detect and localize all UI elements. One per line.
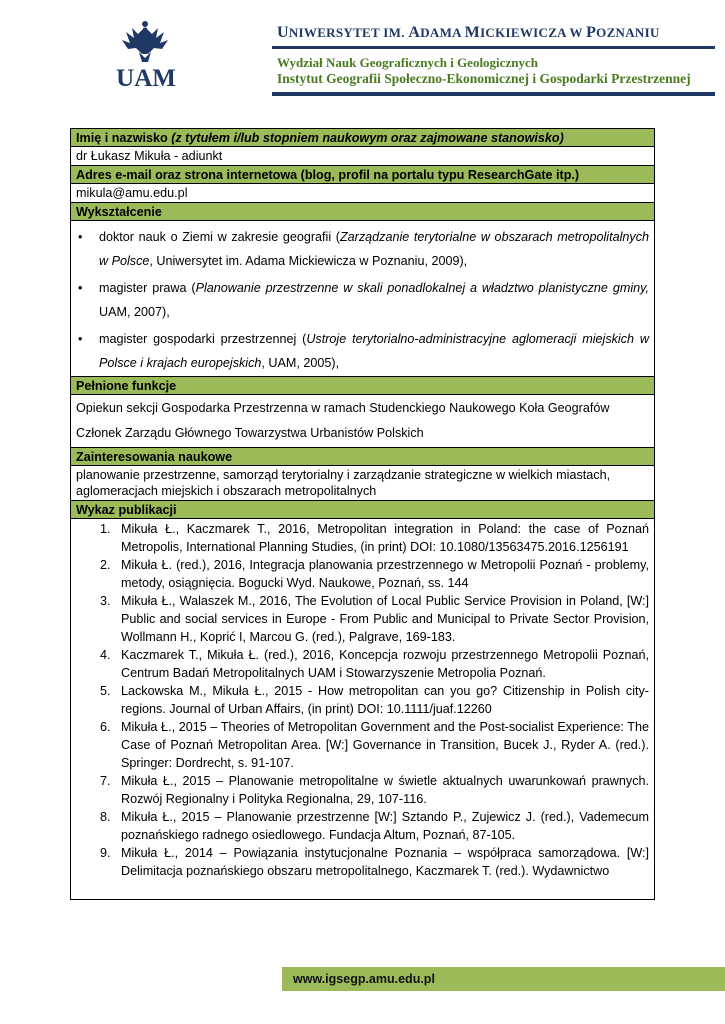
cv-table (70, 128, 655, 900)
interests-value: planowanie przestrzenne, samorząd terytorialny i zarządzanie strategiczne w wielkich miastach, aglomeracjach miejskich i obszarach metropolitalnych (71, 466, 654, 501)
education-item: • magister prawa (Planowanie przestrzenne w skali ponadlokalnej a władztwo planistyczne gminy, UAM, 2007), (76, 276, 649, 324)
education-list-cell (71, 221, 654, 377)
institute-name: Instytut Geografii Społeczno-Ekonomicznej i Gospodarki Przestrzennej (277, 71, 691, 86)
publications-cell (71, 519, 654, 881)
contact-heading: Adres e-mail oraz strona internetowa (blog, profil na portalu typu ResearchGate itp.) (71, 166, 654, 184)
function-item: Opiekun sekcji Gospodarka Przestrzenna w ramach Studenckiego Naukowego Koła Geografów (76, 401, 610, 415)
publication-item: 8. Mikuła Ł., 2015 – Planowanie przestrzenne [W:] Sztando P., Zujewicz J. (red.), Vademecum poznańskiego radnego osiedlowego. Fundacja Altum, Poznań, 87-105. (100, 810, 649, 842)
publication-item: 1. Mikuła Ł., Kaczmarek T., 2016, Metropolitan integration in Poland: the case of Poznań Metropolis, International Planning Studies, (in print) DOI: 10.1080/13563475.2016.1256191 (100, 522, 649, 554)
name-value: dr Łukasz Mikuła - adiunkt (71, 147, 654, 166)
logo-text: UAM (116, 65, 176, 90)
eagle-emblem-icon (112, 18, 180, 90)
header-rule-bottom (272, 92, 715, 96)
education-item: • magister gospodarki przestrzennej (Ustroje terytorialno-administracyjne aglomeracji miejskich w Polsce i krajach europejskich, UAM, 2005), (76, 327, 649, 375)
publications-heading: Wykaz publikacji (71, 501, 654, 519)
email-value: mikula@amu.edu.pl (71, 184, 654, 203)
university-name: UNIWERSYTET IM. ADAMA MICKIEWICZA W POZNANIU (277, 24, 660, 41)
education-heading: Wykształcenie (71, 203, 654, 221)
function-item: Członek Zarządu Głównego Towarzystwa Urbanistów Polskich (76, 426, 424, 440)
faculty-name: Wydział Nauk Geograficznych i Geologicznych (277, 55, 538, 70)
publication-item: 4. Kaczmarek T., Mikuła Ł. (red.), 2016, Koncepcja rozwoju przestrzennego Metropolii Poznań, Centrum Badań Metropolitalnych UAM i Stowarzyszenie Metropolia Poznań. (100, 648, 649, 680)
footer-website-link[interactable]: www.igsegp.amu.edu.pl (293, 972, 435, 986)
publication-item: 3. Mikuła Ł., Walaszek M., 2016, The Evolution of Local Public Service Provision in Poland, [W:] Public and social services in Europe - From Public and Municipal to Private Sector Provision, Wollmann H., Koprić I, Marcou G. (red.), Palgrave, 169-183. (100, 594, 649, 644)
publication-item: 2. Mikuła Ł. (red.), 2016, Integracja planowania przestrzennego w Metropolii Poznań - problemy, metody, osiągnięcia. Bogucki Wyd. Naukowe, Poznań, ss. 144 (100, 558, 649, 590)
header-rule-top (272, 46, 715, 49)
functions-cell (71, 395, 654, 448)
education-list (76, 225, 649, 375)
functions-heading: Pełnione funkcje (71, 377, 654, 395)
publication-item: 9. Mikuła Ł., 2014 – Powiązania instytucjonalne Poznania – współpraca samorządowa. [W:] Delimitacja poznańskiego obszaru metropolitalnego, Kaczmarek T. (red.). Wydawnictwo (100, 846, 649, 878)
education-item: • doktor nauk o Ziemi w zakresie geografii (Zarządzanie terytorialne w obszarach metropolitalnych w Polsce, Uniwersytet im. Adama Mickiewicza w Poznaniu, 2009), (76, 225, 649, 273)
publications-list (76, 520, 649, 880)
publication-item: 6. Mikuła Ł., 2015 – Theories of Metropolitan Government and the Post-socialist Experience: The Case of Poznań Metropolitan Area. [W:] Governance in Transition, Bucek J., Ryder A. (red.). Springer: Dordrecht, s. 91-107. (100, 720, 649, 770)
publication-item: 7. Mikuła Ł., 2015 – Planowanie metropolitalne w świetle aktualnych uwarunkowań prawnych. Rozwój Regionalny i Polityka Regionalna, 29, 107-116. (100, 774, 649, 806)
name-heading: Imię i nazwisko (z tytułem i/lub stopniem naukowym oraz zajmowane stanowisko) (71, 129, 654, 147)
interests-heading: Zainteresowania naukowe (71, 448, 654, 466)
publication-item: 5. Lackowska M., Mikuła Ł., 2015 - How metropolitan can you go? Citizenship in Polish city-regions. Journal of Urban Affairs, (in print) DOI: 10.1111/juaf.12260 (100, 684, 649, 716)
uam-logo (112, 18, 180, 90)
